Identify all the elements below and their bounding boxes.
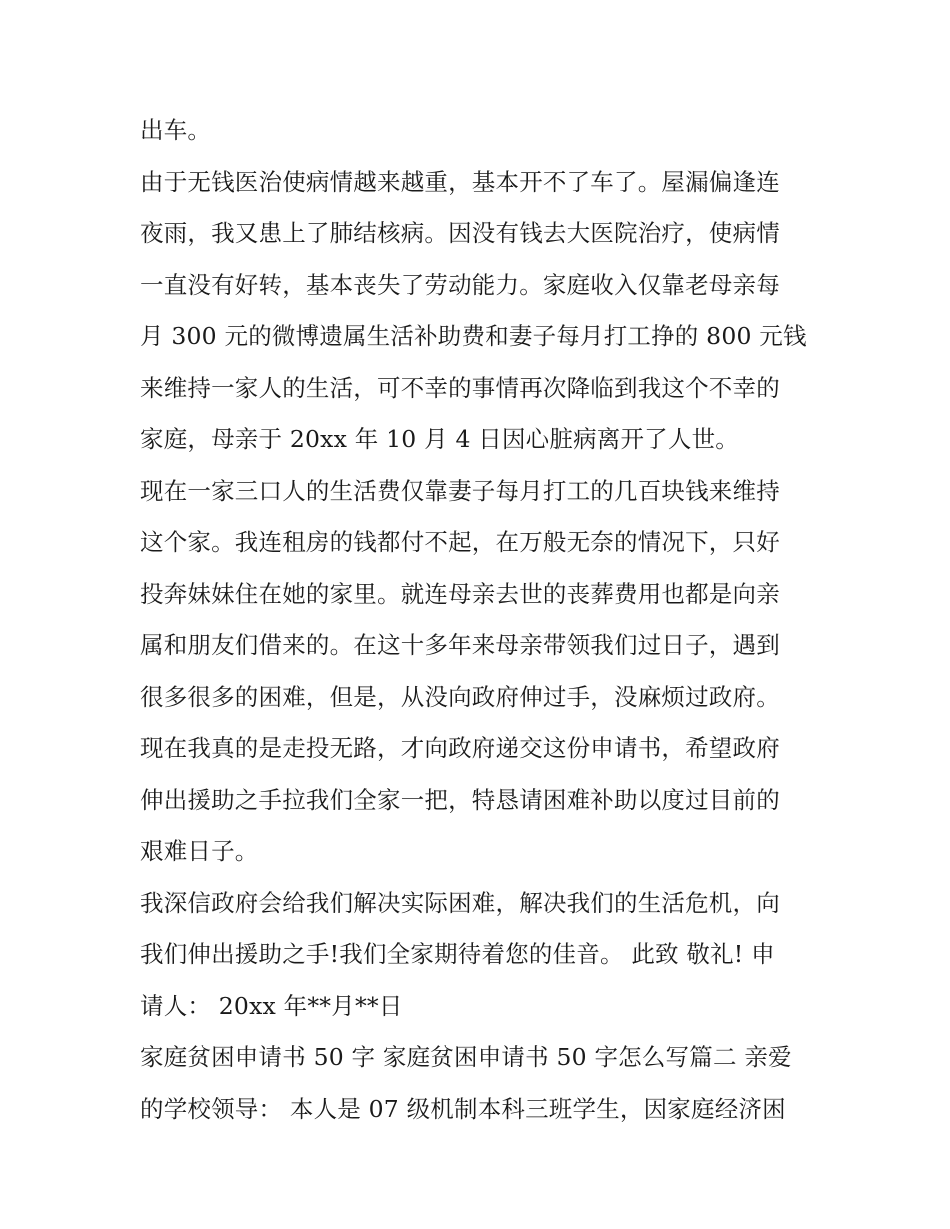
text-line: 伸出援助之手拉我们全家一把，特恳请困难补助以度过目前的 [140, 785, 780, 814]
text-line: 来维持一家人的生活，可不幸的事情再次降临到我这个不幸的 [140, 373, 780, 402]
text-line: 出车。 [140, 116, 212, 144]
text-line: 很多很多的困难，但是，从没向政府伸过手，没麻烦过政府。 [140, 682, 780, 711]
text-line: 月 300 元的微博遗属生活补助费和妻子每月打工挣的 800 元钱 [140, 322, 807, 350]
body-text [140, 105, 820, 1135]
text-line: 家庭贫困申请书 50 字 家庭贫困申请书 50 字怎么写篇二 亲爱 [140, 1043, 792, 1071]
text-line: 属和朋友们借来的。在这十多年来母亲带领我们过日子，遇到 [140, 631, 780, 659]
text-line: 艰难日子。 [140, 837, 259, 865]
text-line: 这个家。我连租房的钱都付不起，在万般无奈的情况下，只好 [140, 528, 780, 556]
text-line: 请人： 20xx 年**月**日 [140, 991, 403, 1020]
text-line: 夜雨，我又患上了肺结核病。因没有钱去大医院治疗，使病情 [140, 219, 780, 247]
text-line: 家庭，母亲于 20xx 年 10 月 4 日因心脏病离开了人世。 [140, 425, 739, 453]
text-line: 的学校领导： 本人是 07 级机制本科三班学生，因家庭经济困 [140, 1094, 786, 1123]
text-line: 现在一家三口人的生活费仅靠妻子每月打工的几百块钱来维持 [140, 476, 780, 505]
text-line: 我深信政府会给我们解决实际困难，解决我们的生活危机，向 [140, 888, 780, 917]
text-line: 现在我真的是走投无路，才向政府递交这份申请书，希望政府 [140, 734, 780, 762]
text-line: 我们伸出援助之手!我们全家期待着您的佳音。 此致 敬礼! 申 [140, 940, 775, 968]
text-line: 由于无钱医治使病情越来越重，基本开不了车了。屋漏偏逢连 [140, 167, 780, 196]
text-line: 一直没有好转，基本丧失了劳动能力。家庭收入仅靠老母亲每 [140, 270, 780, 299]
text-line: 投奔妹妹住在她的家里。就连母亲去世的丧葬费用也都是向亲 [140, 579, 780, 608]
